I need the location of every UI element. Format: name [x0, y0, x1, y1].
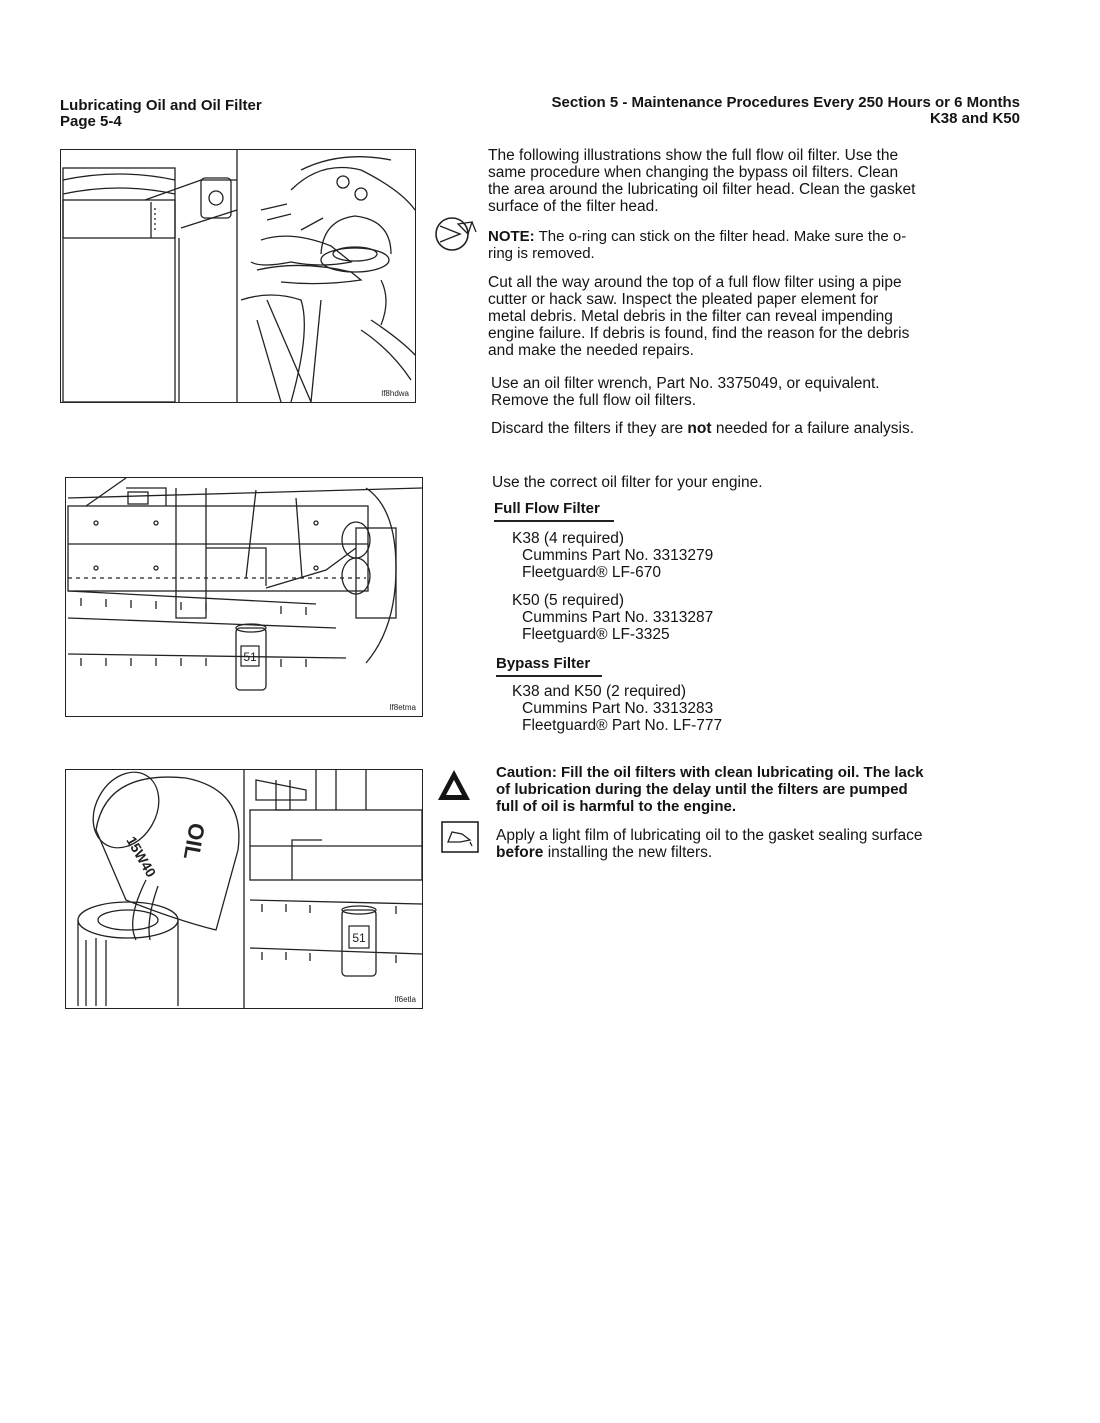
figure-code: lf8etma	[389, 703, 416, 712]
full-flow-heading: Full Flow Filter	[494, 500, 614, 522]
figure-code: lf8hdwa	[381, 389, 409, 398]
caution-text: Fill the oil filters with clean lubricating oil. The lack of lubrication during the delay until the filters are pumped full of oil is harmful to the engine.	[496, 764, 924, 815]
section-title: Lubricating Oil and Oil Filter	[60, 97, 262, 114]
cut-paragraph: Cut all the way around the top of a full flow filter using a pipe cutter or hack saw. Inspect the pleated paper element for metal debris. Metal debris in the filter can reveal impending engine failure. If debris is found, find the reason for the debris and make the needed repairs.	[488, 274, 910, 359]
note-text: The o-ring can stick on the filter head. Make sure the o-ring is removed.	[488, 228, 907, 262]
engine-filters-illustration	[66, 478, 422, 716]
oil-grade-label: 15W40	[123, 833, 160, 880]
clean-symbol-icon	[432, 212, 478, 261]
k50-required: K50 (5 required)	[512, 592, 625, 609]
bypass-cummins-part: Cummins Part No. 3313283	[522, 700, 714, 717]
filter-logo-label: 51	[243, 650, 257, 664]
oil-can-icon	[440, 820, 480, 859]
intro-paragraph: The following illustrations show the full flow oil filter. Use the same procedure when changing the bypass oil filters. Clean the area around the lubricating oil filter head. Clean the gasket surface of the filter head.	[488, 147, 916, 215]
discard-text-b: needed for a failure analysis.	[715, 420, 915, 437]
filter-head-illustration	[61, 150, 415, 402]
apply-bold: before	[496, 844, 544, 861]
bypass-list	[512, 683, 912, 734]
filter-logo-label: 51	[352, 931, 366, 945]
note-label: NOTE:	[488, 228, 535, 245]
fill-filters-illustration	[66, 770, 422, 1008]
k50-cummins-part: Cummins Part No. 3313287	[522, 609, 714, 626]
oil-can-label: OIL	[178, 821, 210, 862]
caution-triangle-icon	[436, 768, 472, 807]
apply-text-b: installing the new filters.	[547, 844, 713, 861]
apply-paragraph	[496, 827, 930, 861]
figure-filter-head	[60, 149, 416, 403]
k38-required: K38 (4 required)	[512, 530, 625, 547]
caution-paragraph	[496, 764, 930, 815]
discard-paragraph	[491, 420, 923, 437]
header-left	[60, 98, 262, 130]
engine-models: K38 and K50	[929, 110, 1020, 127]
k50-fleetguard-part: Fleetguard® LF-3325	[522, 626, 670, 643]
k38-full-flow-list	[512, 530, 912, 581]
figure-engine-filters	[65, 477, 423, 717]
bypass-fleetguard-part: Fleetguard® Part No. LF-777	[522, 717, 723, 734]
page-number: Page 5-4	[60, 113, 122, 130]
discard-text-a: Discard the filters if they are	[491, 420, 684, 437]
bypass-heading: Bypass Filter	[496, 655, 602, 677]
bypass-required: K38 and K50 (2 required)	[512, 683, 687, 700]
section-heading: Section 5 - Maintenance Procedures Every 250 Hours or 6 Months	[551, 94, 1020, 111]
figure-fill-filters	[65, 769, 423, 1009]
correct-filter-paragraph: Use the correct oil filter for your engine.	[492, 474, 763, 491]
k50-full-flow-list	[512, 592, 912, 643]
k38-fleetguard-part: Fleetguard® LF-670	[522, 564, 661, 581]
caution-label: Caution:	[496, 764, 557, 781]
header-right	[452, 94, 1020, 127]
discard-bold: not	[687, 420, 712, 437]
note-paragraph	[488, 228, 920, 262]
k38-cummins-part: Cummins Part No. 3313279	[522, 547, 714, 564]
apply-text-a: Apply a light film of lubricating oil to the gasket sealing surface	[496, 827, 923, 844]
figure-code: lf6etla	[394, 995, 416, 1004]
wrench-paragraph: Use an oil filter wrench, Part No. 3375049, or equivalent. Remove the full flow oil filters.	[491, 375, 880, 409]
